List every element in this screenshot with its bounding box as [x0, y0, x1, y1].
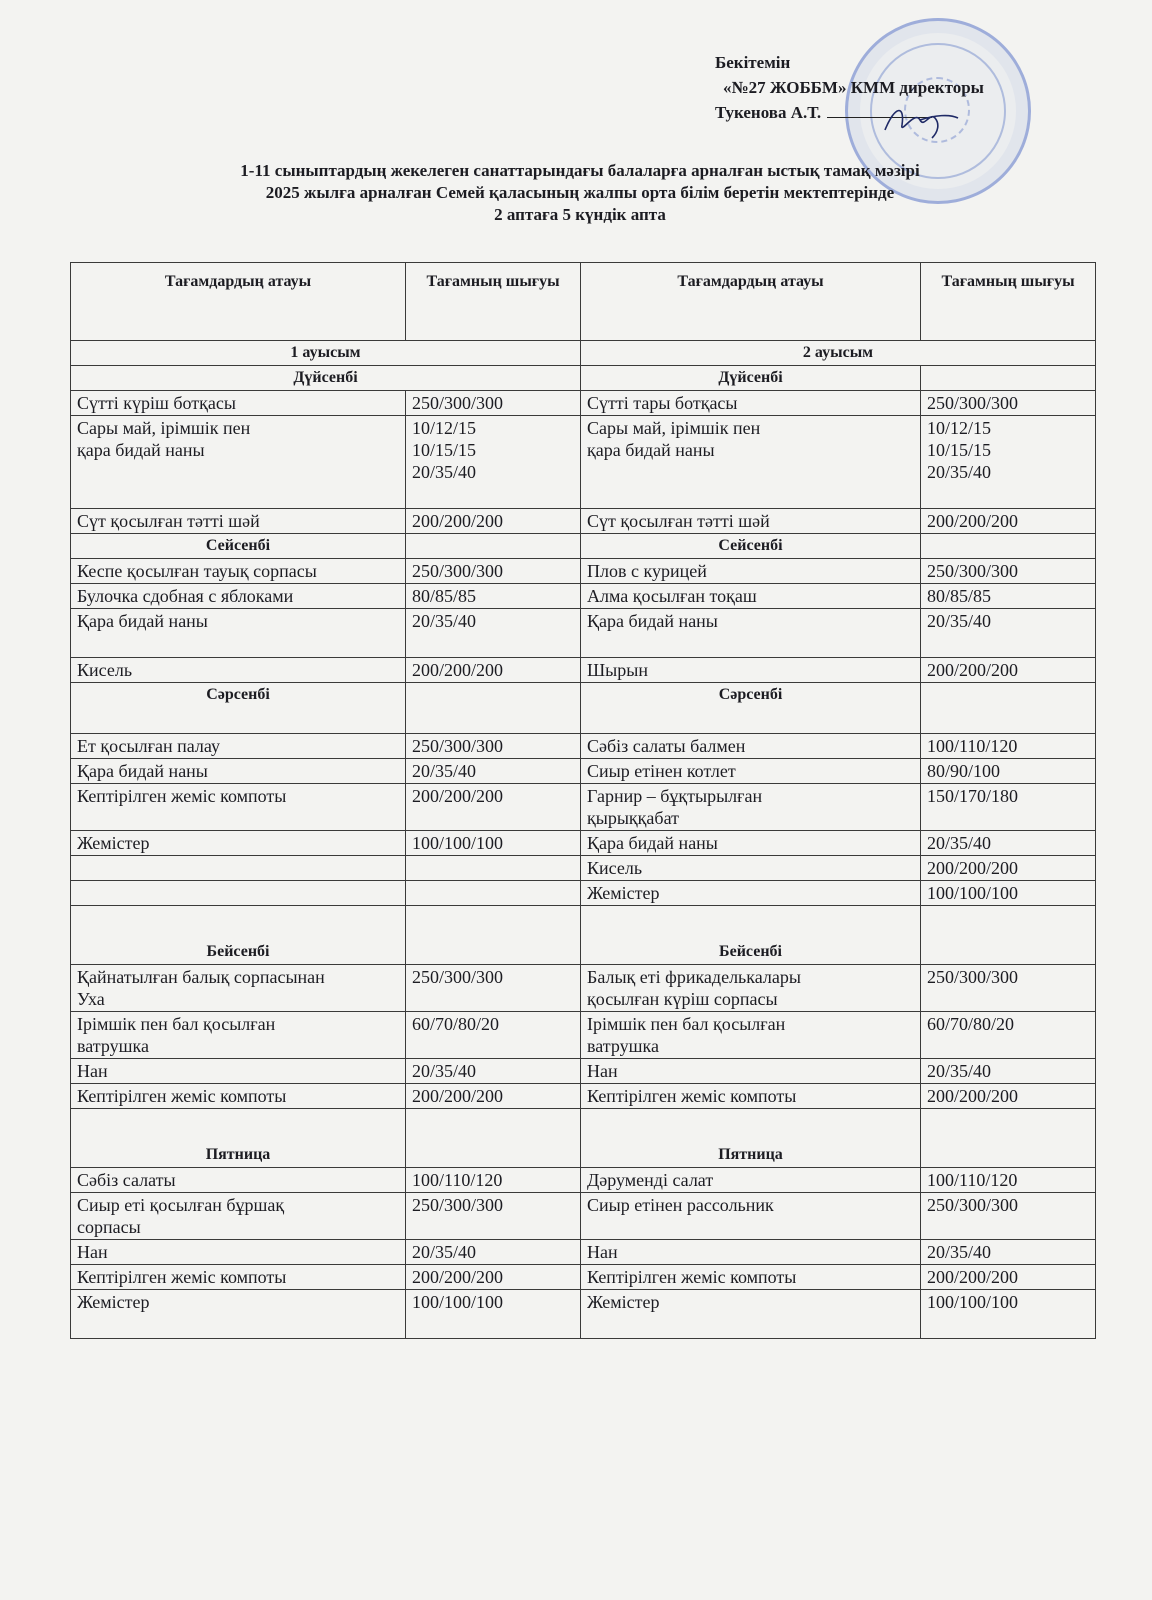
output-cell: 100/110/120: [406, 1168, 581, 1193]
table-row: [71, 1290, 1096, 1339]
dish-cell: Сары май, ірімшік пен қара бидай наны: [71, 416, 406, 509]
shift-1-label: 1 ауысым: [71, 341, 581, 366]
director-signature: [880, 100, 960, 140]
dish-cell: Жемістер: [581, 1290, 921, 1339]
dish-cell: Кептірілген жеміс компоты: [581, 1084, 921, 1109]
dish-cell: Гарнир – бұқтырылған қырыққабат: [581, 784, 921, 831]
day-label-friday-2: Пятница: [581, 1109, 921, 1168]
table-row: [71, 965, 1096, 1012]
dish-cell: Қара бидай наны: [71, 609, 406, 658]
dish-cell: Нан: [71, 1240, 406, 1265]
output-cell: 100/100/100: [921, 881, 1096, 906]
dish-cell: Сүтті тары ботқасы: [581, 391, 921, 416]
empty-cell: [921, 366, 1096, 391]
table-header-row: [71, 263, 1096, 341]
title-line-2: 2025 жылға арналған Семей қаласының жалпы орта білім беретін мектептерінде: [265, 183, 895, 202]
table-row: [71, 734, 1096, 759]
day-label-wednesday-1: Сәрсенбі: [71, 683, 406, 734]
dish-cell: Ет қосылған палау: [71, 734, 406, 759]
day-row-tuesday: [71, 534, 1096, 559]
output-cell: 20/35/40: [921, 831, 1096, 856]
output-cell: 250/300/300: [921, 1193, 1096, 1240]
output-cell: 100/100/100: [921, 1290, 1096, 1339]
output-cell: 200/200/200: [921, 856, 1096, 881]
table-row: [71, 609, 1096, 658]
dish-cell: Нан: [581, 1240, 921, 1265]
table-row: [71, 509, 1096, 534]
output-cell: 200/200/200: [921, 1084, 1096, 1109]
output-cell: 80/85/85: [406, 584, 581, 609]
dish-cell: Қайнатылған балық сорпасынан Уха: [71, 965, 406, 1012]
dish-cell: Шырын: [581, 658, 921, 683]
table-row: [71, 1084, 1096, 1109]
output-cell: 80/85/85: [921, 584, 1096, 609]
empty-cell: [921, 1109, 1096, 1168]
dish-cell: Плов с курицей: [581, 559, 921, 584]
shift-2-label: 2 ауысым: [581, 341, 1096, 366]
output-cell: 200/200/200: [921, 658, 1096, 683]
dish-cell: Сәбіз салаты балмен: [581, 734, 921, 759]
output-cell: 200/200/200: [921, 1265, 1096, 1290]
day-label-thursday-2: Бейсенбі: [581, 906, 921, 965]
approval-title: Бекітемін: [715, 53, 791, 72]
output-cell: 250/300/300: [921, 965, 1096, 1012]
dish-cell: Кептірілген жеміс компоты: [581, 1265, 921, 1290]
empty-cell: [406, 1109, 581, 1168]
output-cell: 250/300/300: [921, 559, 1096, 584]
day-label-monday-1: Дүйсенбі: [71, 366, 581, 391]
table-row: [71, 559, 1096, 584]
table-row: [71, 1168, 1096, 1193]
dish-cell: Қара бидай наны: [71, 759, 406, 784]
day-label-tuesday-2: Сейсенбі: [581, 534, 921, 559]
dish-cell: [71, 856, 406, 881]
output-cell: 10/12/15 10/15/15 20/35/40: [406, 416, 581, 509]
table-row: [71, 391, 1096, 416]
title-line-1: 1-11 сыныптардың жекелеген санаттарындағы балаларға арналған ыстық тамақ мәзірі: [240, 161, 920, 180]
header-output-1: Тағамның шығуы: [406, 263, 581, 341]
table-row: [71, 1193, 1096, 1240]
output-cell: 20/35/40: [406, 1059, 581, 1084]
dish-cell: Сүт қосылған тәтті шәй: [581, 509, 921, 534]
dish-cell: Жемістер: [581, 881, 921, 906]
table-row: [71, 1059, 1096, 1084]
dish-cell: Жемістер: [71, 831, 406, 856]
output-cell: 250/300/300: [406, 391, 581, 416]
day-row-thursday: [71, 906, 1096, 965]
dish-cell: Қара бидай наны: [581, 609, 921, 658]
empty-cell: [921, 534, 1096, 559]
output-cell: 20/35/40: [921, 609, 1096, 658]
output-cell: 250/300/300: [921, 391, 1096, 416]
dish-cell: [71, 881, 406, 906]
dish-cell: Сүт қосылған тәтті шәй: [71, 509, 406, 534]
table-row: [71, 831, 1096, 856]
output-cell: 250/300/300: [406, 559, 581, 584]
dish-cell: Сиыр етінен котлет: [581, 759, 921, 784]
output-cell: [406, 856, 581, 881]
dish-cell: Сәбіз салаты: [71, 1168, 406, 1193]
day-row-wednesday: [71, 683, 1096, 734]
dish-cell: Сүтті күріш ботқасы: [71, 391, 406, 416]
output-cell: 100/110/120: [921, 1168, 1096, 1193]
dish-cell: Кеспе қосылған тауық сорпасы: [71, 559, 406, 584]
dish-cell: Ірімшік пен бал қосылған ватрушка: [581, 1012, 921, 1059]
header-dish-name-1: Тағамдардың атауы: [71, 263, 406, 341]
table-row: [71, 416, 1096, 509]
empty-cell: [921, 683, 1096, 734]
dish-cell: Дәруменді салат: [581, 1168, 921, 1193]
dish-cell: Сиыр еті қосылған бұршақ сорпасы: [71, 1193, 406, 1240]
day-label-monday-2: Дүйсенбі: [581, 366, 921, 391]
dish-cell: Нан: [71, 1059, 406, 1084]
empty-cell: [921, 906, 1096, 965]
shift-row: [71, 341, 1096, 366]
output-cell: 200/200/200: [406, 1265, 581, 1290]
output-cell: [406, 881, 581, 906]
approval-position: «№27 ЖОББМ» КММ директоры: [723, 78, 984, 97]
table-row: [71, 759, 1096, 784]
output-cell: 20/35/40: [406, 609, 581, 658]
output-cell: 80/90/100: [921, 759, 1096, 784]
output-cell: 250/300/300: [406, 965, 581, 1012]
output-cell: 60/70/80/20: [406, 1012, 581, 1059]
dish-cell: Қара бидай наны: [581, 831, 921, 856]
dish-cell: Жемістер: [71, 1290, 406, 1339]
approval-director-name: Тукенова А.Т.: [715, 103, 822, 122]
title-line-3: 2 аптаға 5 күндік апта: [494, 205, 666, 224]
table-row: [71, 881, 1096, 906]
output-cell: 200/200/200: [406, 658, 581, 683]
output-cell: 100/100/100: [406, 831, 581, 856]
output-cell: 200/200/200: [406, 784, 581, 831]
table-row: [71, 584, 1096, 609]
output-cell: 20/35/40: [921, 1240, 1096, 1265]
output-cell: 20/35/40: [921, 1059, 1096, 1084]
table-row: [71, 1012, 1096, 1059]
day-row-friday: [71, 1109, 1096, 1168]
menu-table: [70, 262, 1096, 1339]
output-cell: 150/170/180: [921, 784, 1096, 831]
output-cell: 200/200/200: [921, 509, 1096, 534]
output-cell: 200/200/200: [406, 509, 581, 534]
output-cell: 20/35/40: [406, 759, 581, 784]
output-cell: 10/12/15 10/15/15 20/35/40: [921, 416, 1096, 509]
dish-cell: Кептірілген жеміс компоты: [71, 784, 406, 831]
header-dish-name-2: Тағамдардың атауы: [581, 263, 921, 341]
dish-cell: Балық еті фрикаделькалары қосылған күріш сорпасы: [581, 965, 921, 1012]
day-label-wednesday-2: Сәрсенбі: [581, 683, 921, 734]
dish-cell: Кисель: [71, 658, 406, 683]
dish-cell: Нан: [581, 1059, 921, 1084]
dish-cell: Сиыр етінен рассольник: [581, 1193, 921, 1240]
output-cell: 100/110/120: [921, 734, 1096, 759]
document-title: [80, 160, 1080, 226]
dish-cell: Кептірілген жеміс компоты: [71, 1265, 406, 1290]
output-cell: 20/35/40: [406, 1240, 581, 1265]
dish-cell: Алма қосылған тоқаш: [581, 584, 921, 609]
empty-cell: [406, 534, 581, 559]
empty-cell: [406, 906, 581, 965]
dish-cell: Ірімшік пен бал қосылған ватрушка: [71, 1012, 406, 1059]
table-row: [71, 784, 1096, 831]
day-label-tuesday-1: Сейсенбі: [71, 534, 406, 559]
dish-cell: Булочка сдобная с яблоками: [71, 584, 406, 609]
empty-cell: [406, 683, 581, 734]
output-cell: 250/300/300: [406, 1193, 581, 1240]
header-output-2: Тағамның шығуы: [921, 263, 1096, 341]
day-label-friday-1: Пятница: [71, 1109, 406, 1168]
table-row: [71, 1265, 1096, 1290]
table-row: [71, 658, 1096, 683]
day-row-monday: [71, 366, 1096, 391]
table-row: [71, 856, 1096, 881]
table-row: [71, 1240, 1096, 1265]
day-label-thursday-1: Бейсенбі: [71, 906, 406, 965]
output-cell: 100/100/100: [406, 1290, 581, 1339]
output-cell: 200/200/200: [406, 1084, 581, 1109]
dish-cell: Кисель: [581, 856, 921, 881]
dish-cell: Кептірілген жеміс компоты: [71, 1084, 406, 1109]
output-cell: 60/70/80/20: [921, 1012, 1096, 1059]
dish-cell: Сары май, ірімшік пен қара бидай наны: [581, 416, 921, 509]
output-cell: 250/300/300: [406, 734, 581, 759]
